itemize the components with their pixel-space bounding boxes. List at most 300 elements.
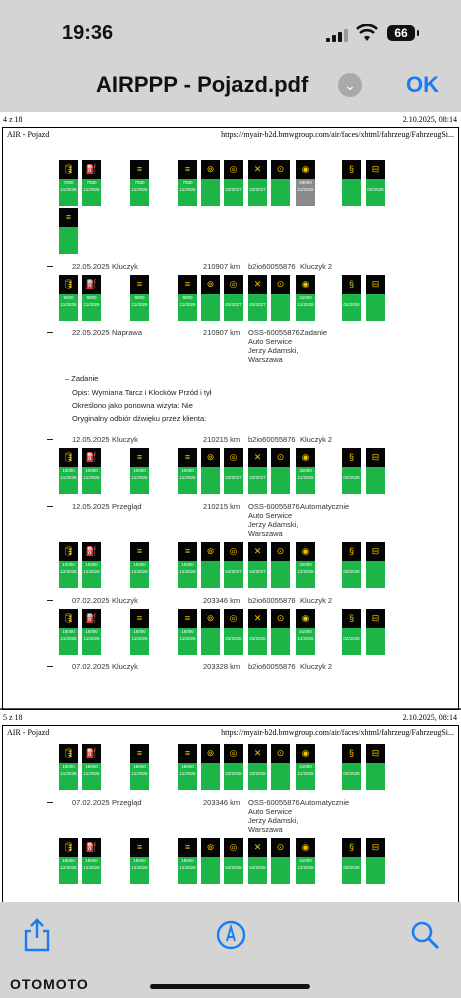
service-icon-row	[0, 609, 457, 657]
engine-oil-icon: ≡	[136, 452, 143, 462]
service-due-date	[271, 186, 290, 194]
entry-workshop: Warszawa	[248, 529, 283, 538]
service-km	[342, 179, 361, 186]
service-km	[342, 294, 361, 301]
service-item	[296, 609, 315, 657]
inspection-icon: §	[348, 842, 354, 852]
watermark: OTOMOTO	[10, 976, 89, 992]
service-due-date: 03/2025	[249, 636, 266, 641]
brake-fluid-icon: ≡	[184, 279, 191, 289]
inspection-icon: §	[348, 164, 354, 174]
service-item	[59, 542, 78, 590]
service-due-date: 12/2026	[83, 865, 100, 870]
service-due-date: 03/2027	[225, 475, 242, 480]
service-due-date: 11/2026	[60, 187, 77, 192]
page-header-url: https://myair-b2d.bmwgroup.com/air/faces/xhtml/fahrzeug/FahrzeugSi...	[221, 130, 454, 139]
engine-oil-icon: ≡	[136, 164, 143, 174]
service-km	[201, 294, 220, 301]
service-km	[271, 857, 290, 864]
service-km	[224, 467, 243, 474]
tools-icon: ✕	[253, 842, 262, 852]
brake-warning-icon: ⊚	[206, 279, 215, 289]
service-item	[59, 160, 78, 208]
entry-code: b2io60055876	[248, 435, 296, 444]
service-item	[82, 838, 101, 886]
service-km: 18000	[130, 763, 149, 770]
service-due-date: 11/2026	[83, 187, 100, 192]
service-item	[201, 542, 220, 590]
service-km: 18000	[82, 763, 101, 770]
service-km	[201, 561, 220, 568]
service-due-date: 03/2025	[225, 771, 242, 776]
service-due-date	[342, 186, 361, 194]
inspection-icon: §	[348, 279, 354, 289]
service-item	[82, 275, 101, 323]
service-km	[271, 763, 290, 770]
service-item	[248, 160, 267, 208]
service-due-date	[201, 635, 220, 643]
entry-code: OSS-60055876	[248, 502, 300, 511]
service-icon-row	[0, 542, 457, 590]
inspection-icon: §	[348, 748, 354, 758]
service-item	[59, 208, 78, 256]
service-icon: ◉	[301, 452, 310, 462]
service-icon-row	[0, 275, 457, 323]
service-item	[366, 448, 385, 496]
service-item	[366, 609, 385, 657]
service-due-date	[366, 474, 385, 482]
entry-km: 203346 km	[203, 798, 241, 807]
service-due-date: 11/2026	[179, 636, 196, 641]
service-due-date	[201, 186, 220, 194]
service-item	[178, 609, 197, 657]
service-km	[248, 561, 267, 568]
service-item	[130, 448, 149, 496]
service-km: 7000	[82, 179, 101, 186]
service-item	[201, 744, 220, 792]
entry-workshop: Jerzy Adamski,	[248, 520, 299, 529]
service-item	[130, 275, 149, 323]
service-due-date: 11/2026	[131, 636, 148, 641]
service-due-date: 11/2026	[131, 187, 148, 192]
service-km	[366, 179, 385, 186]
entry-extra: Zadanie	[300, 328, 328, 337]
service-due-date: 12/2026	[60, 865, 77, 870]
service-item	[224, 609, 243, 657]
service-item	[82, 542, 101, 590]
oil-can-icon: ⛽	[85, 748, 98, 758]
service-km: 32000	[296, 467, 315, 474]
service-due-date: 03/2027	[249, 302, 266, 307]
service-item	[224, 838, 243, 886]
entry-type: Kluczyk	[112, 435, 138, 444]
vehicle-check-icon: ⊟	[371, 452, 380, 462]
oil-can-icon: ⛽	[85, 546, 98, 556]
vehicle-check-icon: ⊟	[371, 279, 380, 289]
service-due-date: 12/2026	[179, 865, 196, 870]
tools-icon: ✕	[253, 164, 262, 174]
brake-fluid-icon: ≡	[184, 164, 191, 174]
service-item	[366, 542, 385, 590]
pdf-page	[0, 710, 461, 902]
service-km	[271, 467, 290, 474]
service-due-date: 04/2027	[225, 569, 242, 574]
entry-extra: Automatycznie	[300, 502, 350, 511]
service-due-date: 04/2027	[249, 569, 266, 574]
service-due-date: 02/2026	[367, 187, 384, 192]
service-item	[248, 542, 267, 590]
service-due-date	[271, 474, 290, 482]
print-date: 2.10.2025, 08:14	[402, 115, 457, 124]
service-due-date: 11/2026	[60, 302, 77, 307]
tools-icon: ✕	[253, 613, 262, 623]
brake-warning-icon: ⊚	[206, 452, 215, 462]
service-km: 41000	[296, 857, 315, 864]
service-item	[271, 744, 290, 792]
tools-icon: ✕	[253, 279, 262, 289]
service-km: 31000	[296, 294, 315, 301]
service-due-date	[366, 770, 385, 778]
service-item	[296, 275, 315, 323]
service-km	[201, 857, 220, 864]
service-icon: ◉	[301, 842, 310, 852]
service-icon-row	[0, 744, 457, 792]
service-km	[224, 857, 243, 864]
ok-button[interactable]: OK	[406, 72, 439, 97]
service-due-date: 11/2026	[60, 636, 77, 641]
service-due-date	[366, 568, 385, 576]
brake-fluid-icon: ≡	[184, 748, 191, 758]
service-km: 18000	[178, 763, 197, 770]
service-due-date: 03/2026	[343, 865, 360, 870]
service-km: 10000	[178, 467, 197, 474]
service-icon: ◉	[301, 164, 310, 174]
collapse-toggle[interactable]	[47, 332, 53, 333]
service-item	[366, 838, 385, 886]
service-item	[201, 609, 220, 657]
service-item	[342, 609, 361, 657]
service-due-date: 11/2026	[297, 475, 314, 480]
service-km: 18000	[178, 857, 197, 864]
service-km	[224, 561, 243, 568]
service-due-date: 11/2026	[60, 475, 77, 480]
service-km	[342, 763, 361, 770]
collapse-toggle[interactable]	[47, 439, 53, 440]
service-km: 9000	[130, 294, 149, 301]
service-km: 41000	[296, 628, 315, 635]
service-item	[248, 744, 267, 792]
service-km: 10000	[82, 561, 101, 568]
service-item	[130, 542, 149, 590]
service-item	[59, 744, 78, 792]
oil-can-icon: 🛢	[62, 842, 75, 852]
service-due-date	[366, 301, 385, 309]
service-due-date: 04/2025	[249, 865, 266, 870]
service-due-date: 11/2026	[297, 187, 314, 192]
service-km	[248, 467, 267, 474]
engine-oil-icon: ≡	[136, 748, 143, 758]
tpms-icon: ⊙	[276, 613, 285, 623]
service-due-date: 12/2026	[131, 865, 148, 870]
service-item	[248, 275, 267, 323]
clock: 19:36	[62, 22, 114, 44]
entry-date: 22.05.2025	[72, 262, 110, 271]
entry-extra: Kluczyk 2	[300, 262, 333, 271]
tools-icon: ✕	[253, 546, 262, 556]
entry-code: b2io60055876	[248, 662, 296, 671]
service-due-date: 11/2026	[297, 771, 314, 776]
service-item	[224, 160, 243, 208]
entry-date: 22.05.2025	[72, 328, 110, 337]
entry-extra: Kluczyk 2	[300, 596, 333, 605]
service-due-date: 11/2026	[131, 771, 148, 776]
service-item	[271, 838, 290, 886]
service-km	[201, 628, 220, 635]
service-item	[178, 744, 197, 792]
home-indicator	[150, 984, 310, 989]
service-km	[366, 561, 385, 568]
service-due-date	[201, 474, 220, 482]
chevron-down-icon[interactable]: ⌄	[338, 73, 362, 97]
oil-can-icon: 🛢	[62, 164, 75, 174]
entry-workshop: Jerzy Adamski,	[248, 816, 299, 825]
service-due-date: 03/2027	[249, 475, 266, 480]
brake-fluid-icon: ≡	[184, 546, 191, 556]
engine-oil-icon: ≡	[136, 842, 143, 852]
service-item	[248, 609, 267, 657]
entry-workshop: Auto Serwice	[248, 807, 293, 816]
entry-km: 210907 km	[203, 328, 241, 337]
markup-icon[interactable]	[215, 919, 247, 951]
oil-can-icon: ⛽	[85, 842, 98, 852]
brake-warning-icon: ⊚	[206, 546, 215, 556]
tools-icon: ✕	[253, 452, 262, 462]
pdf-viewer[interactable]	[0, 112, 461, 902]
service-due-date: 11/2026	[297, 636, 314, 641]
service-km	[224, 763, 243, 770]
entry-workshop: Auto Serwice	[248, 511, 293, 520]
service-due-date: 11/2026	[83, 636, 100, 641]
service-due-date: 11/2026	[60, 771, 77, 776]
brake-warning-icon: ⊚	[206, 842, 215, 852]
service-km	[224, 628, 243, 635]
brake-pad-icon: ◎	[229, 279, 238, 289]
entry-km: 210215 km	[203, 435, 241, 444]
service-km: 18000	[59, 763, 78, 770]
entry-code: b2io60055876	[248, 596, 296, 605]
service-item	[271, 542, 290, 590]
service-item	[178, 275, 197, 323]
service-km: 18000	[130, 857, 149, 864]
brake-warning-icon: ⊚	[206, 748, 215, 758]
entry-type: Naprawa	[112, 328, 143, 337]
service-item	[130, 160, 149, 208]
task-sound: Oryginalny odbiór dźwięku przez klienta:	[72, 414, 207, 423]
entry-date: 07.02.2025	[72, 596, 110, 605]
engine-oil-icon: ≡	[136, 613, 143, 623]
service-km: 10000	[130, 467, 149, 474]
service-due-date: 03/2026	[343, 569, 360, 574]
brake-pad-icon: ◎	[229, 842, 238, 852]
tpms-icon: ⊙	[276, 842, 285, 852]
service-due-date: 11/2026	[83, 771, 100, 776]
entry-code: OSS-60055876	[248, 798, 300, 807]
entry-date: 12.05.2025	[72, 502, 110, 511]
page-number: 5 z 18	[3, 713, 23, 722]
service-due-date: 03/2025	[225, 636, 242, 641]
service-item	[271, 275, 290, 323]
service-due-date: 12/2026	[131, 569, 148, 574]
entry-type: Kluczyk	[112, 262, 138, 271]
service-due-date: 03/2027	[225, 187, 242, 192]
service-km	[248, 179, 267, 186]
oil-can-icon: ⛽	[85, 452, 98, 462]
brake-fluid-icon: ≡	[184, 452, 191, 462]
entry-type: Przegląd	[112, 798, 142, 807]
task-revisit: Określono jako ponowna wizyta: Nie	[72, 401, 193, 410]
entry-date: 07.02.2025	[72, 662, 110, 671]
entry-extra: Kluczyk 2	[300, 435, 333, 444]
service-item	[178, 448, 197, 496]
service-item	[224, 448, 243, 496]
service-km	[342, 857, 361, 864]
service-item	[201, 160, 220, 208]
service-due-date	[366, 635, 385, 643]
service-icon: ◉	[301, 546, 310, 556]
service-item	[248, 448, 267, 496]
collapse-toggle[interactable]	[47, 506, 53, 507]
engine-oil-icon: ≡	[136, 279, 143, 289]
service-item	[296, 744, 315, 792]
page-header-title: AIR - Pojazd	[7, 728, 50, 737]
entry-km: 203328 km	[203, 662, 241, 671]
service-due-date	[201, 770, 220, 778]
service-km	[271, 561, 290, 568]
service-km: 10000	[178, 561, 197, 568]
page-header-title: AIR - Pojazd	[7, 130, 50, 139]
service-item	[178, 160, 197, 208]
service-km	[224, 294, 243, 301]
service-icon: ◉	[301, 279, 310, 289]
tpms-icon: ⊙	[276, 546, 285, 556]
brake-pad-icon: ◎	[229, 452, 238, 462]
document-title[interactable]: AIRPPP - Pojazd.pdf	[96, 72, 309, 97]
service-km: 7000	[130, 179, 149, 186]
service-due-date: 11/2026	[131, 302, 148, 307]
service-km: 18000	[59, 628, 78, 635]
pdf-page	[0, 112, 461, 708]
service-km	[342, 628, 361, 635]
service-due-date: 11/2026	[83, 475, 100, 480]
wifi-icon	[356, 24, 378, 42]
service-icon: ◉	[301, 613, 310, 623]
entry-extra: Kluczyk 2	[300, 662, 333, 671]
inspection-icon: §	[348, 452, 354, 462]
service-km: 41000	[296, 763, 315, 770]
service-icon-row	[0, 838, 457, 886]
service-due-date: 12/2026	[179, 569, 196, 574]
service-item	[296, 160, 315, 208]
service-due-date: 02/2026	[343, 636, 360, 641]
service-item	[271, 448, 290, 496]
collapse-toggle[interactable]	[47, 802, 53, 803]
collapse-toggle[interactable]	[47, 666, 53, 667]
service-item	[59, 448, 78, 496]
service-due-date: 12/2026	[83, 569, 100, 574]
service-due-date: 03/2027	[249, 187, 266, 192]
service-km	[224, 179, 243, 186]
print-date: 2.10.2025, 08:14	[402, 713, 457, 722]
oil-can-icon: 🛢	[62, 748, 75, 758]
brake-pad-icon: ◎	[229, 546, 238, 556]
service-icon-row	[0, 448, 457, 496]
service-km: 32000	[296, 561, 315, 568]
service-km	[342, 467, 361, 474]
service-item	[224, 744, 243, 792]
service-item	[271, 160, 290, 208]
service-item	[82, 609, 101, 657]
service-item	[201, 275, 220, 323]
entry-type: Kluczyk	[112, 662, 138, 671]
cellular-signal-icon	[326, 28, 348, 42]
service-km: 10000	[59, 561, 78, 568]
service-km: 18000	[82, 628, 101, 635]
service-icon-row	[0, 160, 457, 208]
service-km: 18000	[130, 628, 149, 635]
service-due-date	[271, 770, 290, 778]
entry-type: Kluczyk	[112, 596, 138, 605]
page-number: 4 z 18	[3, 115, 23, 124]
service-item	[130, 744, 149, 792]
service-item	[248, 838, 267, 886]
entry-workshop: Jerzy Adamski,	[248, 346, 299, 355]
service-item	[130, 838, 149, 886]
service-km	[248, 763, 267, 770]
share-icon[interactable]	[22, 918, 52, 952]
service-item	[201, 448, 220, 496]
service-km: 7000	[59, 179, 78, 186]
service-icon: ◉	[301, 748, 310, 758]
search-icon[interactable]	[410, 920, 440, 950]
service-item	[224, 542, 243, 590]
vehicle-check-icon: ⊟	[371, 842, 380, 852]
brake-pad-icon: ◎	[229, 164, 238, 174]
service-km	[271, 628, 290, 635]
inspection-icon: §	[348, 613, 354, 623]
oil-can-icon: ⛽	[85, 164, 98, 174]
tpms-icon: ⊙	[276, 279, 285, 289]
entry-code: b2io60055876	[248, 262, 296, 271]
entry-extra: Automatycznie	[300, 798, 350, 807]
service-item	[178, 542, 197, 590]
service-km	[248, 294, 267, 301]
collapse-toggle[interactable]	[47, 266, 53, 267]
oil-can-icon: ⛽	[85, 279, 98, 289]
service-km	[201, 763, 220, 770]
service-km	[366, 467, 385, 474]
inspection-icon: §	[348, 546, 354, 556]
service-km	[271, 294, 290, 301]
service-due-date	[271, 301, 290, 309]
service-due-date: 03/2025	[249, 771, 266, 776]
service-item	[296, 448, 315, 496]
service-due-date: 11/2026	[179, 475, 196, 480]
service-due-date: 12/2026	[60, 569, 77, 574]
service-due-date	[271, 635, 290, 643]
collapse-toggle[interactable]	[47, 600, 53, 601]
tpms-icon: ⊙	[276, 164, 285, 174]
service-km: 10000	[59, 467, 78, 474]
